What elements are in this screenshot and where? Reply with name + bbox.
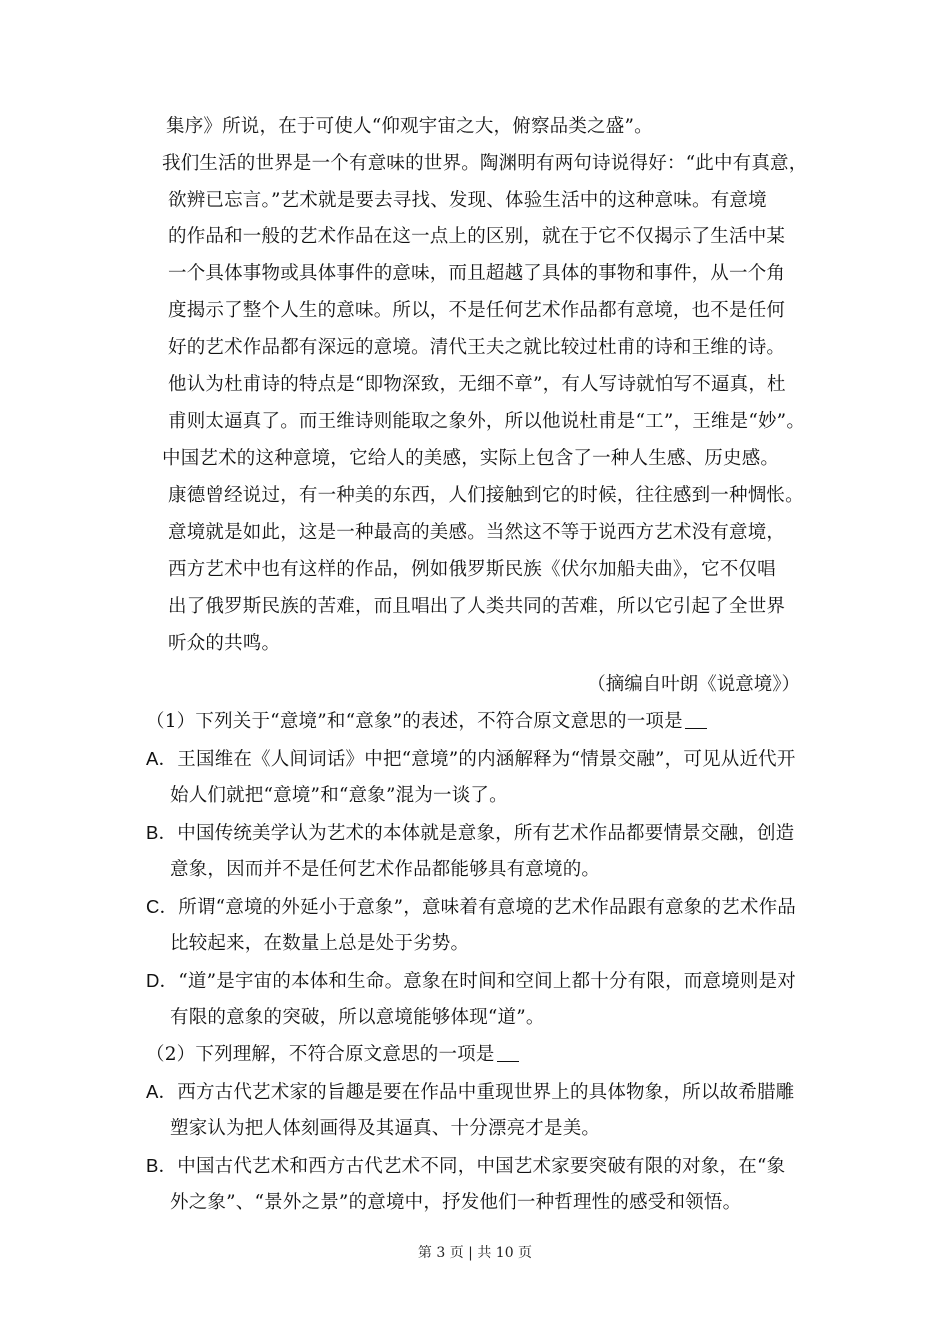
option-text-cont: 外之象”、“景外之景”的意境中，抒发他们一种哲理性的感受和领悟。 bbox=[170, 1192, 742, 1213]
passage-line: 西方艺术中也有这样的作品，例如俄罗斯民族《伏尔加船夫曲》，它不仅唱 bbox=[168, 559, 776, 580]
passage-line: 的作品和一般的艺术作品在这一点上的区别，就在于它不仅揭示了生活中某 bbox=[168, 226, 786, 247]
q2-option-b bbox=[146, 1153, 785, 1180]
page-footer: 第 3 页 | 共 10 页 bbox=[417, 1245, 533, 1261]
passage-line: 甫则太逼真了。而王维诗则能取之象外，所以他说杜甫是“工”，王维是“妙”。 bbox=[168, 411, 806, 432]
answer-blank bbox=[685, 710, 707, 729]
question-1-stem-text: （1）下列关于“意境”和“意象”的表述，不符合原文意思的一项是 bbox=[146, 711, 683, 732]
question-1-stem bbox=[146, 709, 707, 735]
option-text-cont: 始人们就把“意境”和“意象”混为一谈了。 bbox=[170, 785, 508, 806]
question-2-stem bbox=[146, 1042, 519, 1068]
q1-option-b bbox=[146, 820, 794, 847]
passage-line: 中国艺术的这种意境，它给人的美感，实际上包含了一种人生感、历史感。 bbox=[162, 448, 780, 469]
option-letter: A． bbox=[146, 748, 178, 769]
passage-line: 听众的共鸣。 bbox=[168, 633, 281, 654]
option-text: 王国维在《人间词话》中把“意境”的内涵解释为“情景交融”，可见从近代开 bbox=[177, 749, 796, 770]
option-text-cont: 塑家认为把人体刻画得及其逼真、十分漂亮才是美。 bbox=[170, 1118, 601, 1139]
option-text: 中国传统美学认为艺术的本体就是意象，所有艺术作品都要情景交融，创造 bbox=[177, 823, 795, 844]
option-letter: D． bbox=[146, 970, 179, 991]
passage-line: 出了俄罗斯民族的苦难，而且唱出了人类共同的苦难，所以它引起了全世界 bbox=[168, 596, 786, 617]
option-text: 中国古代艺术和西方古代艺术不同，中国艺术家要突破有限的对象，在“象 bbox=[177, 1156, 786, 1177]
option-text: 西方古代艺术家的旨趣是要在作品中重现世界上的具体物象，所以故希腊雕 bbox=[177, 1082, 795, 1103]
passage-line: 我们生活的世界是一个有意味的世界。陶渊明有两句诗说得好：“此中有真意， bbox=[162, 153, 808, 174]
option-letter: A． bbox=[146, 1081, 178, 1102]
question-2-stem-text: （2）下列理解，不符合原文意思的一项是 bbox=[146, 1044, 495, 1065]
passage-source: （摘编自叶朗《说意境》） bbox=[587, 674, 800, 695]
passage-line: 康德曾经说过，有一种美的东西，人们接触到它的时候，往往感到一种惆怅。 bbox=[168, 485, 804, 506]
passage-line: 一个具体事物或具体事件的意味，而且超越了具体的事物和事件，从一个角 bbox=[168, 263, 786, 284]
q1-option-a bbox=[146, 746, 796, 773]
passage-line: 他认为杜甫诗的特点是“即物深致，无细不章”，有人写诗就怕写不逼真，杜 bbox=[168, 374, 786, 395]
option-text: 所谓“意境的外延小于意象”，意味着有意境的艺术作品跟有意象的艺术作品 bbox=[178, 897, 796, 918]
option-text-cont: 有限的意象的突破，所以意境能够体现“道”。 bbox=[170, 1007, 545, 1028]
q1-option-d bbox=[146, 968, 796, 995]
option-letter: C． bbox=[146, 896, 179, 917]
passage-line: 度揭示了整个人生的意味。所以，不是任何艺术作品都有意境，也不是任何 bbox=[168, 300, 786, 321]
passage-line: 意境就是如此，这是一种最高的美感。当然这不等于说西方艺术没有意境， bbox=[168, 522, 786, 543]
answer-blank bbox=[497, 1043, 519, 1062]
passage-line: 集序》所说，在于可使人“仰观宇宙之大，俯察品类之盛”。 bbox=[166, 116, 653, 137]
option-letter: B． bbox=[146, 1155, 178, 1176]
passage-line: 好的艺术作品都有深远的意境。清代王夫之就比较过杜甫的诗和王维的诗。 bbox=[168, 337, 786, 358]
q2-option-a bbox=[146, 1079, 794, 1106]
option-text-cont: 意象，因而并不是任何艺术作品都能够具有意境的。 bbox=[170, 859, 601, 880]
q1-option-c bbox=[146, 894, 796, 921]
option-text-cont: 比较起来，在数量上总是处于劣势。 bbox=[170, 933, 470, 954]
option-letter: B． bbox=[146, 822, 178, 843]
passage-line: 欲辨已忘言。”艺术就是要去寻找、发现、体验生活中的这种意味。有意境 bbox=[168, 190, 767, 211]
option-text: “道”是宇宙的本体和生命。意象在时间和空间上都十分有限，而意境则是对 bbox=[178, 971, 796, 992]
